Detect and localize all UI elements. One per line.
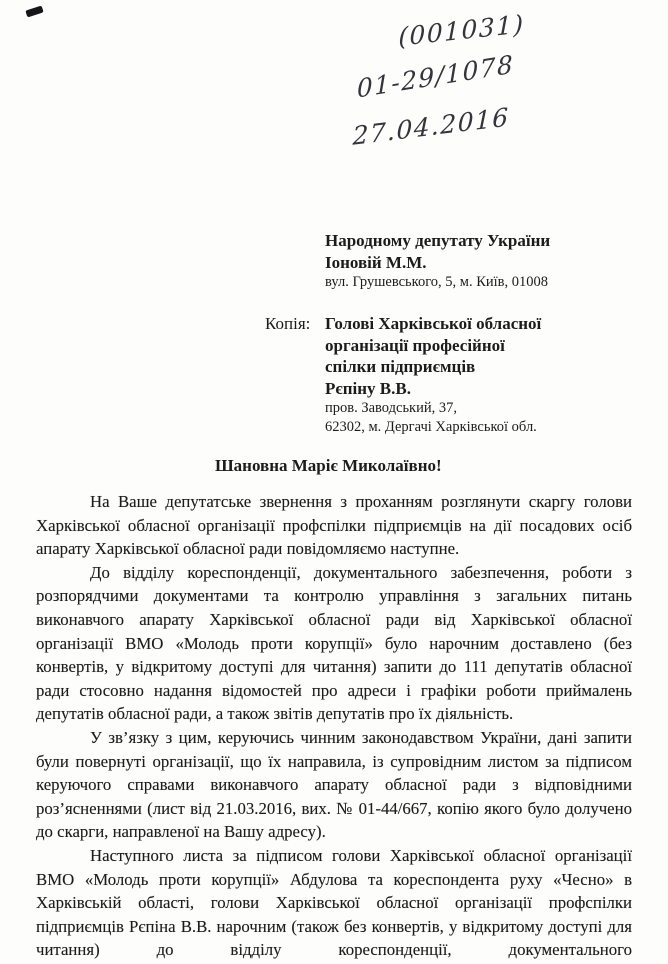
- handwritten-registration-number: (001031): [398, 9, 525, 52]
- salutation: Шановна Маріє Миколаївно!: [215, 456, 442, 475]
- copy-recipient-address: 62302, м. Дергачі Харківської обл.: [325, 419, 537, 435]
- copy-recipient-address: пров. Заводський, 37,: [325, 400, 458, 416]
- copy-recipient-block: [265, 313, 645, 437]
- copy-label: Копія:: [265, 314, 311, 333]
- handwritten-date: 27.04.2016: [352, 102, 510, 151]
- recipient-block: [325, 230, 645, 292]
- recipient-title: Народному депутату України: [325, 231, 551, 250]
- body-paragraph: Наступного листа за підписом голови Харківської обласної організації ВМО «Молодь проти корупції» Абдулова та кореспондента руху «Чесно» в Харківській області, голови Харківської обласної організації профспілки підприємців Рєпіна В.В. нарочним (також без конвертів, у відкритому доступі для читання) до відділу кореспонденції, документального: [36, 845, 632, 960]
- copy-recipient-line: Голові Харківської обласної: [325, 314, 542, 333]
- copy-recipient-name: Рєпіну В.В.: [325, 378, 411, 398]
- recipient-name: Іоновій М.М.: [325, 252, 427, 272]
- copy-recipient-line: спілки підприємців: [325, 357, 476, 376]
- copy-recipient-line: організації професійної: [325, 335, 505, 355]
- copy-recipient-details: [325, 313, 645, 437]
- body-paragraph: До відділу кореспонденції, документального забезпечення, роботи з розпорядчими документами та контролю управління з загальних питань виконавчого апарату Харківської обласної ради від Харківської обласної організації ВМО «Молодь проти корупції» було нарочним доставлено (без конвертів, у відкритому доступі для читання) запити до 111 депутатів обласної ради стосовно надання відомостей про адреси і графіки роботи приймалень депутатів обласної ради, а також звітів депутатів про їх діяльність.: [36, 562, 632, 724]
- body-paragraph: У зв’язку з цим, керуючись чинним законодавством України, дані запити були повернуті організації, що їх направила, із супровідним листом за підписом керуючого справами виконавчого апарату обласної ради з відповідними роз’ясненнями (лист від 21.03.2016, вих. № 01-44/667, копію якого було долучено до скарги, направленої на Вашу адресу).: [36, 727, 632, 842]
- recipient-address: вул. Грушевського, 5, м. Київ, 01008: [325, 274, 549, 290]
- handwritten-reference-number: 01-29/1078: [356, 49, 515, 104]
- letter-body: [36, 490, 632, 962]
- scan-artifact: [25, 6, 43, 18]
- body-paragraph: На Ваше депутатське звернення з проханням розглянути скаргу голови Харківської обласної організації профспілки підприємців на дії посадових осіб апарату Харківської обласної ради повідомляємо наступне.: [36, 492, 632, 559]
